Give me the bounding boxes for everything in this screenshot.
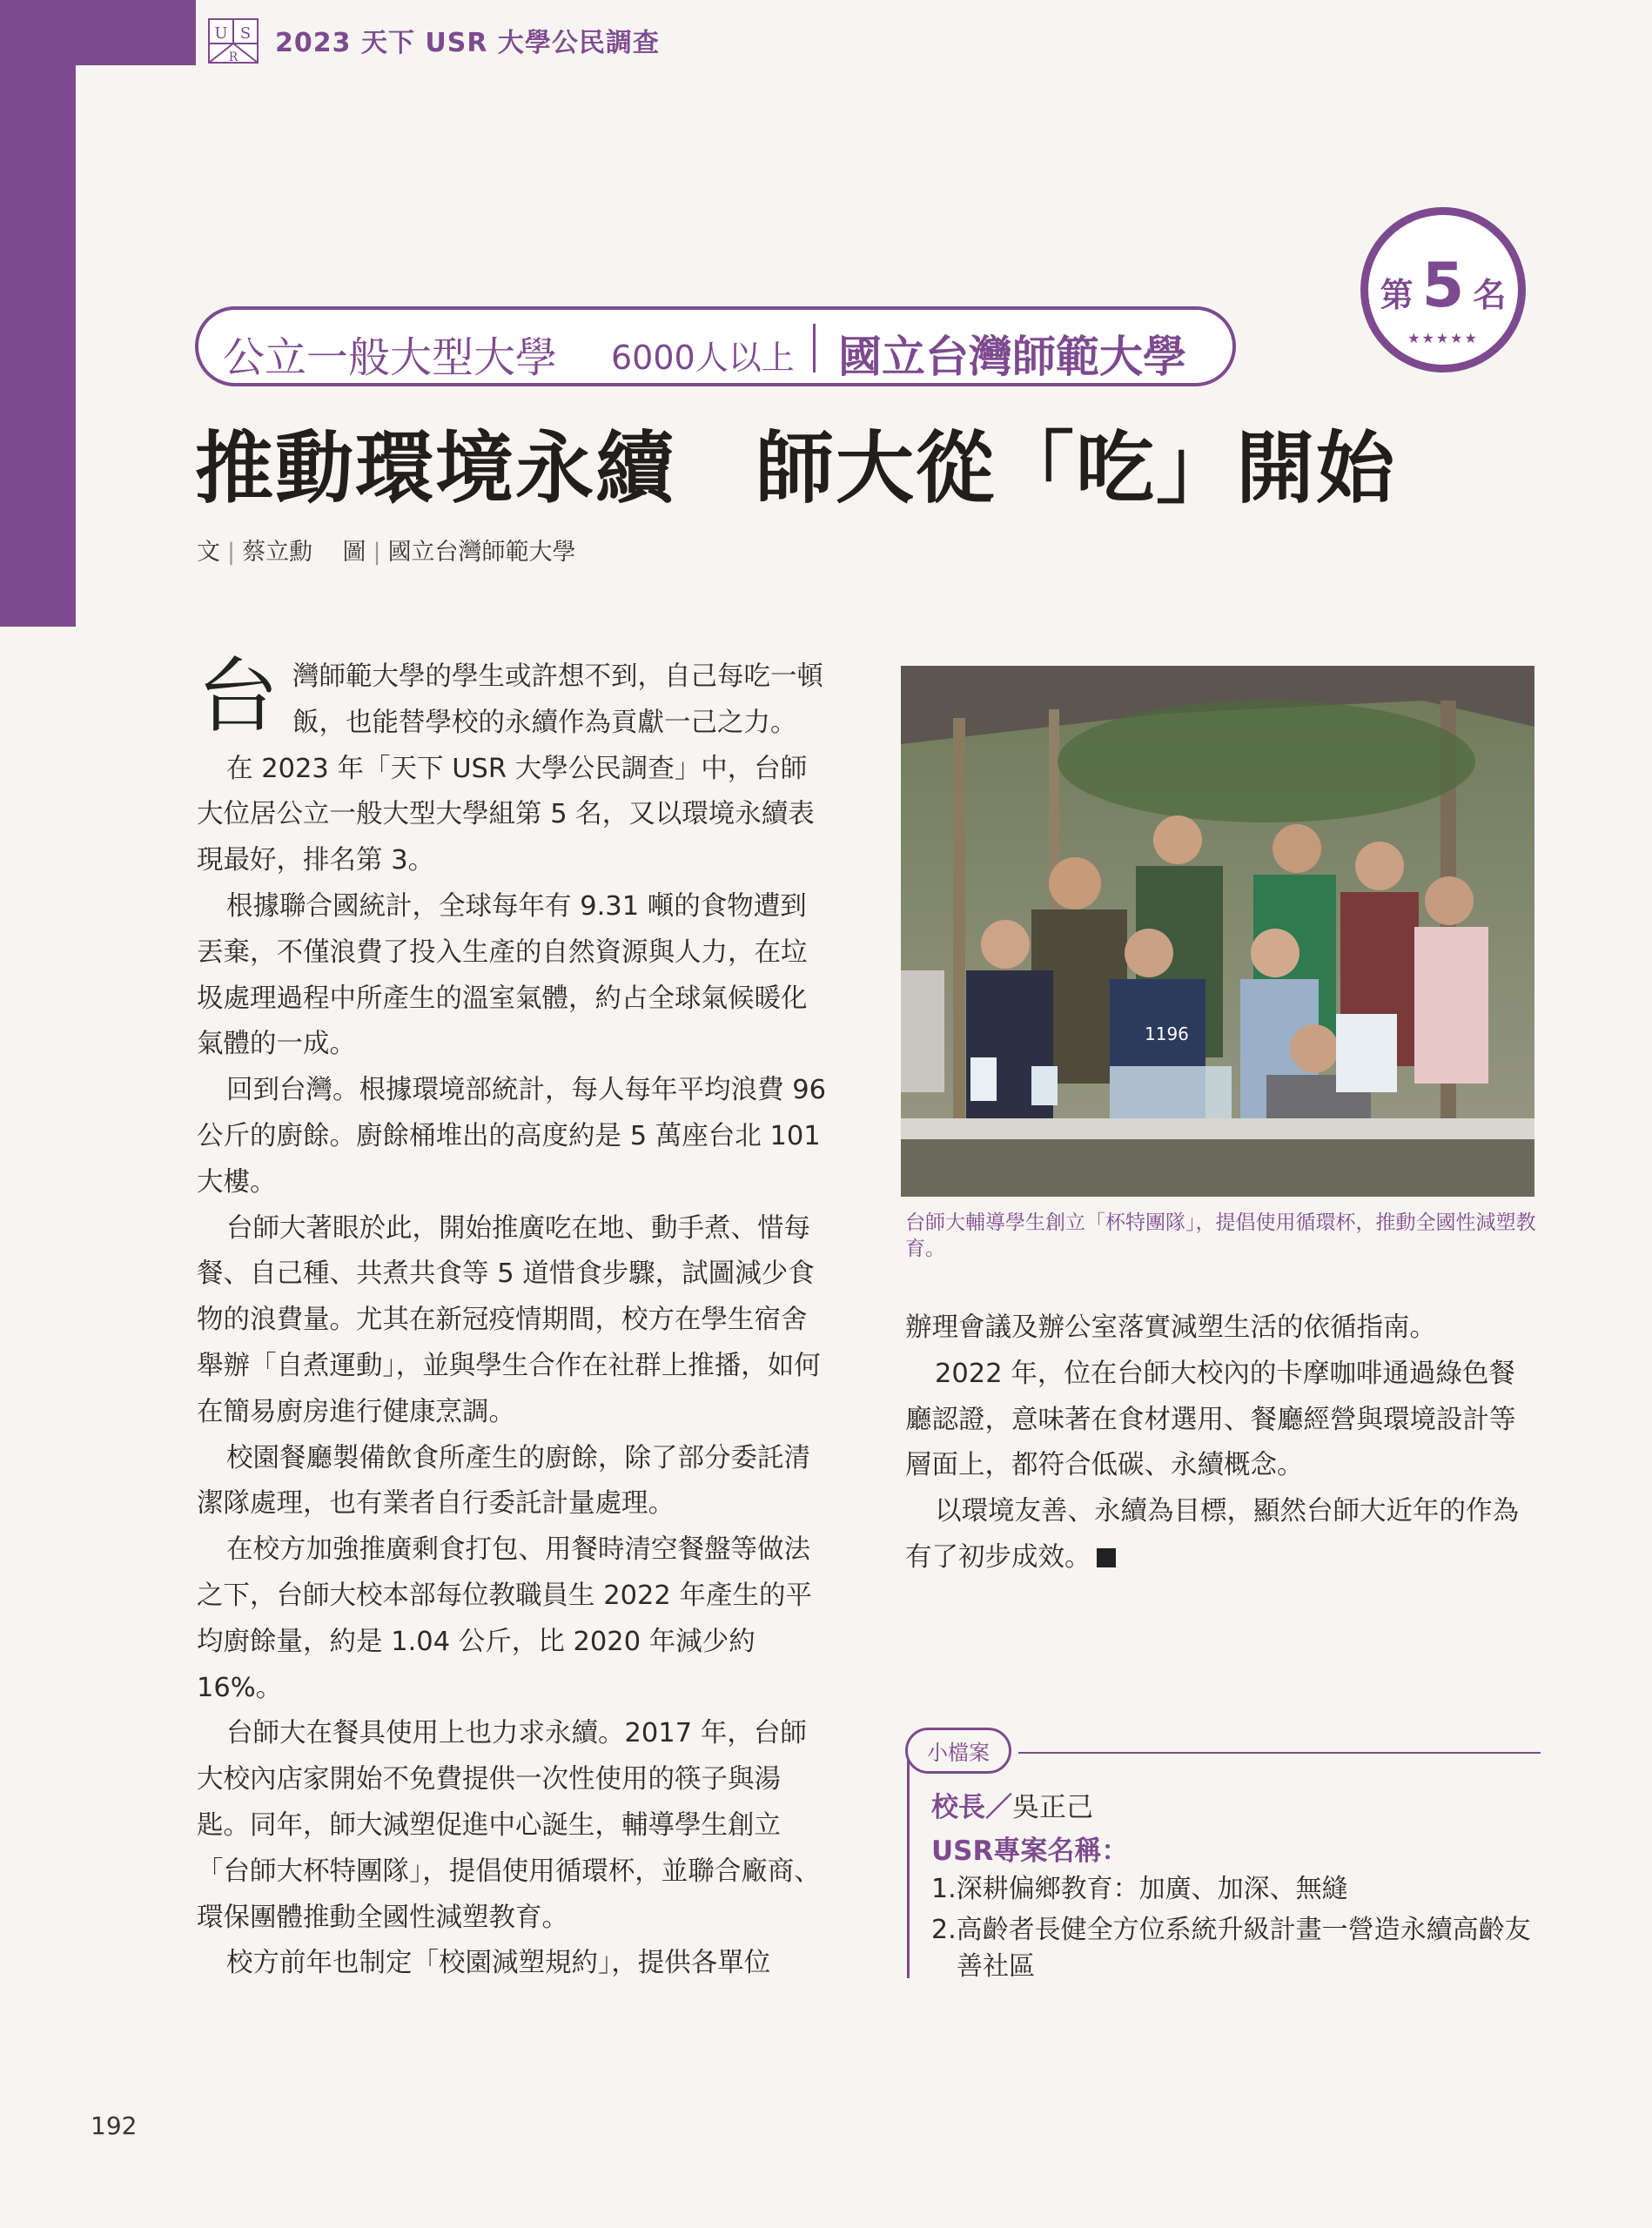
byline-author: 蔡立勳: [242, 539, 313, 566]
article-body-right: [905, 1305, 1541, 1581]
category-school: 國立台灣師範大學: [838, 332, 1186, 382]
byline-photo-label: 圖: [342, 539, 366, 566]
article-paragraph: 辦理會議及辦公室落實減塑生活的依循指南。: [905, 1312, 1436, 1343]
info-box: [905, 1728, 1541, 1989]
photo-caption: 台師大輔導學生創立「杯特團隊」，提倡使用循環杯，推動全國性減塑教育。: [905, 1211, 1536, 1260]
usr-logo-icon: [207, 17, 259, 64]
dropcap: 台: [197, 649, 279, 744]
byline: 文 | 蔡立勳 圖 | 國立台灣師範大學: [197, 539, 576, 566]
byline-text-label: 文: [197, 539, 220, 566]
category-size: 6000人以上: [611, 339, 795, 377]
info-president: [931, 1785, 1093, 1824]
page-number: 192: [91, 2111, 138, 2140]
rank-number: 5: [1421, 250, 1465, 321]
byline-photo-credit: 國立台灣師範大學: [387, 539, 576, 566]
side-accent-bar: [0, 0, 76, 627]
article-paragraph: 2022 年，位在台師大校內的卡摩咖啡通過綠色餐廳認證，意味著在食材選用、餐廳經營與環境設計等層面上，都符合低碳、永續概念。: [905, 1358, 1516, 1481]
info-tag: 小檔案: [905, 1728, 1011, 1774]
article-paragraph: 校園餐廳製備飲食所產生的廚餘，除了部分委託清潔隊處理，也有業者自行委託計量處理。: [197, 1442, 810, 1520]
magazine-section-title: 2023 天下 USR 大學公民調查: [275, 28, 660, 58]
logo-letter-r: R: [228, 50, 238, 64]
rank-stars-icon: ★★★★★: [1407, 330, 1479, 346]
president-name: 吳正己: [1012, 1792, 1093, 1823]
rank-badge: [1360, 207, 1526, 372]
article-paragraph: 台師大在餐具使用上也力求永續。2017 年，台師大校內店家開始不免費提供一次性使用的筷子與湯匙。同年，師大減塑促進中心誕生，輔導學生創立「台師大杯特團隊」，提倡使用循環杯，並聯合廠商、環保團體推動全國性減塑教育。: [197, 1718, 821, 1933]
info-rule: [1018, 1752, 1541, 1754]
article-paragraph: 以環境友善、永續為目標，顯然台師大近年的作為有了初步成效。: [905, 1496, 1519, 1573]
article-paragraph: 在校方加強推廣剩食打包、用餐時清空餐盤等做法之下，台師大校本部每位教職員生 2022 年產生的平均廚餘量，約是 1.04 公斤，比 2020 年減少約 16%。: [197, 1534, 813, 1703]
president-label: 校長: [931, 1792, 985, 1823]
team-photo: [901, 666, 1534, 1197]
info-project-1: 1.深耕偏鄉教育：加廣、加深、無縫: [931, 1874, 1348, 1904]
category-divider: [813, 324, 816, 372]
category-group: 公立一般大型大學: [223, 333, 558, 382]
article-paragraph: 台師大著眼於此，開始推廣吃在地、動手煮、惜每餐、自己種、共煮共食等 5 道惜食步驟，試圖減少食物的浪費量。尤其在新冠疫情期間，校方在學生宿舍舉辦「自煮運動」，並與學生合作在社群上推播，如何在簡易廚房進行健康烹調。: [197, 1212, 821, 1427]
top-accent-block: [0, 0, 196, 65]
president-slash: ／: [985, 1792, 1012, 1823]
info-projects-label: [931, 1829, 1128, 1868]
article-paragraph: 校方前年也制定「校園減塑規約」，提供各單位: [226, 1948, 771, 1979]
article-paragraph: 台灣師範大學的學生或許想不到，自己每吃一頓飯，也能替學校的永續作為貢獻一己之力。: [197, 649, 824, 744]
article-headline: 推動環境永續 師大從「吃」開始: [195, 423, 1396, 514]
logo-letter-s: S: [239, 24, 252, 43]
rank-suffix: 名: [1473, 276, 1507, 314]
category-pill: [195, 306, 1236, 386]
article-paragraph: 根據聯合國統計，全球每年有 9.31 噸的食物遭到丟棄，不僅浪費了投入生產的自然資源與人力，在垃圾處理過程中所產生的溫室氣體，約占全球氣候暖化氣體的一成。: [197, 890, 808, 1060]
info-left-rule: [907, 1752, 910, 1978]
projects-label: USR專案名稱：: [931, 1835, 1129, 1867]
shirt-text: 1196: [1145, 1023, 1189, 1044]
article-body-left: [197, 649, 832, 1987]
info-project-2: 2.高齡者長健全方位系統升級計畫一營造永續高齡友善社區: [931, 1915, 1531, 1982]
article-paragraph: 回到台灣。根據環境部統計，每人每年平均浪費 96 公斤的廚餘。廚餘桶堆出的高度約是 5 萬座台北 101 大樓。: [197, 1075, 827, 1198]
article-paragraph: 在 2023 年「天下 USR 大學公民調查」中，台師大位居公立一般大型大學組第 5 名，又以環境永續表現最好，排名第 3。: [197, 753, 815, 876]
end-mark-icon: [1097, 1548, 1116, 1567]
rank-prefix: 第: [1380, 276, 1414, 314]
logo-letter-u: U: [214, 24, 228, 43]
